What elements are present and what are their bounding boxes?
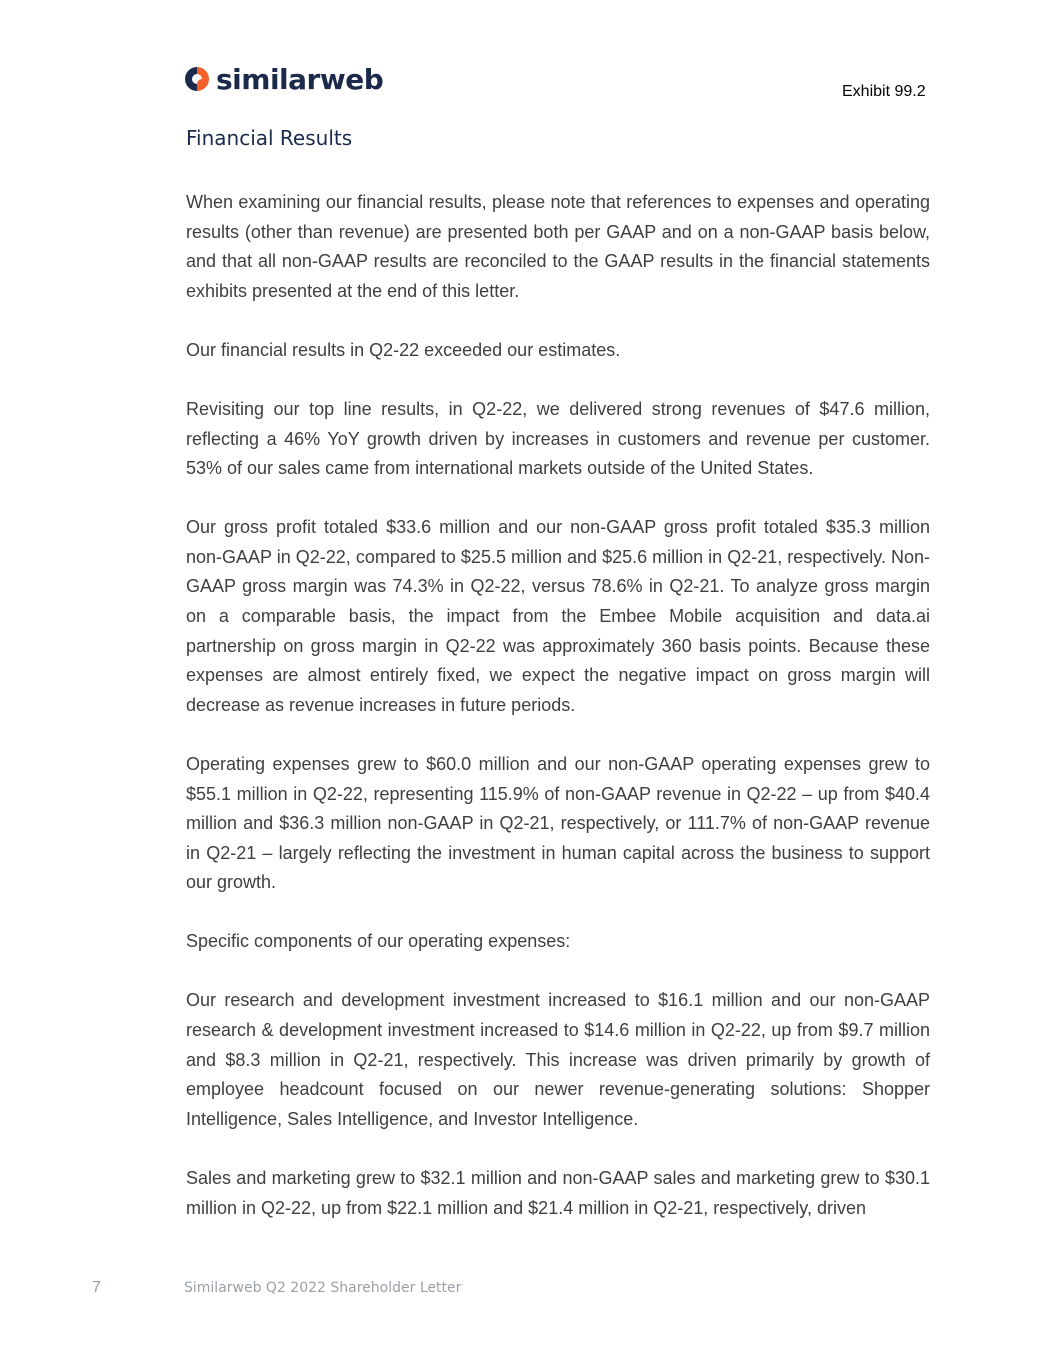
paragraph-components: Specific components of our operating expenses: [186,931,571,952]
company-logo [184,62,383,96]
document-body [186,188,930,1253]
paragraph-estimates: Our financial results in Q2-22 exceeded our estimates. [186,339,621,360]
paragraph-operating-expenses: Operating expenses grew to $60.0 million and our non-GAAP operating expenses grew to $55.1 million in Q2-22, representing 115.9% of non-GAAP revenue in Q2-22 – up from $40.4 million and $36.3 million non-GAAP in Q2-21, respectively, or 111.7% of non-GAAP revenue in Q2-21 – largely reflecting the investment in human capital across the business to support our growth. [186,753,930,893]
similarweb-logo-icon [184,66,210,92]
logo-text: similarweb [216,62,384,96]
paragraph-intro: When examining our financial results, please note that references to expenses and operating results (other than revenue) are presented both per GAAP and on a non-GAAP basis below, and that all non-GAAP results are reconciled to the GAAP results in the financial statements exhibits presented at the end of this letter. [186,192,930,301]
section-title: Financial Results [186,126,353,150]
exhibit-label: Exhibit 99.2 [842,83,926,100]
paragraph-research-development: Our research and development investment increased to $16.1 million and our non-GAAP research & development investment increased to $14.6 million in Q2-22, up from $9.7 million and $8.3 million in Q2-21, respectively. This increase was driven primarily by growth of employee headcount focused on our newer revenue-generating solutions: Shopper Intelligence, Sales Intelligence, and Investor Intelligence. [186,990,930,1129]
paragraph-revenue: Revisiting our top line results, in Q2-22, we delivered strong revenues of $47.6 million, reflecting a 46% YoY growth driven by increases in customers and revenue per customer. 53% of our sales came from international markets outside of the United States. [186,398,930,479]
paragraph-gross-profit: Our gross profit totaled $33.6 million and our non-GAAP gross profit totaled $35.3 million non-GAAP in Q2-22, compared to $25.5 million and $25.6 million in Q2-21, respectively. Non-GAAP gross margin was 74.3% in Q2-22, versus 78.6% in Q2-21. To analyze gross margin on a comparable basis, the impact from the Embee Mobile acquisition and data.ai partnership on gross margin in Q2-22 was approximately 360 basis points. Because these expenses are almost entirely fixed, we expect the negative impact on gross margin will decrease as revenue increases in future periods. [186,517,930,715]
page-number: 7 [92,1279,101,1296]
footer-doc-title: Similarweb Q2 2022 Shareholder Letter [184,1280,462,1296]
paragraph-sales-marketing: Sales and marketing grew to $32.1 million and non-GAAP sales and marketing grew to $30.1 million in Q2-22, up from $22.1 million and $21.4 million in Q2-21, respectively, driven [186,1167,930,1218]
